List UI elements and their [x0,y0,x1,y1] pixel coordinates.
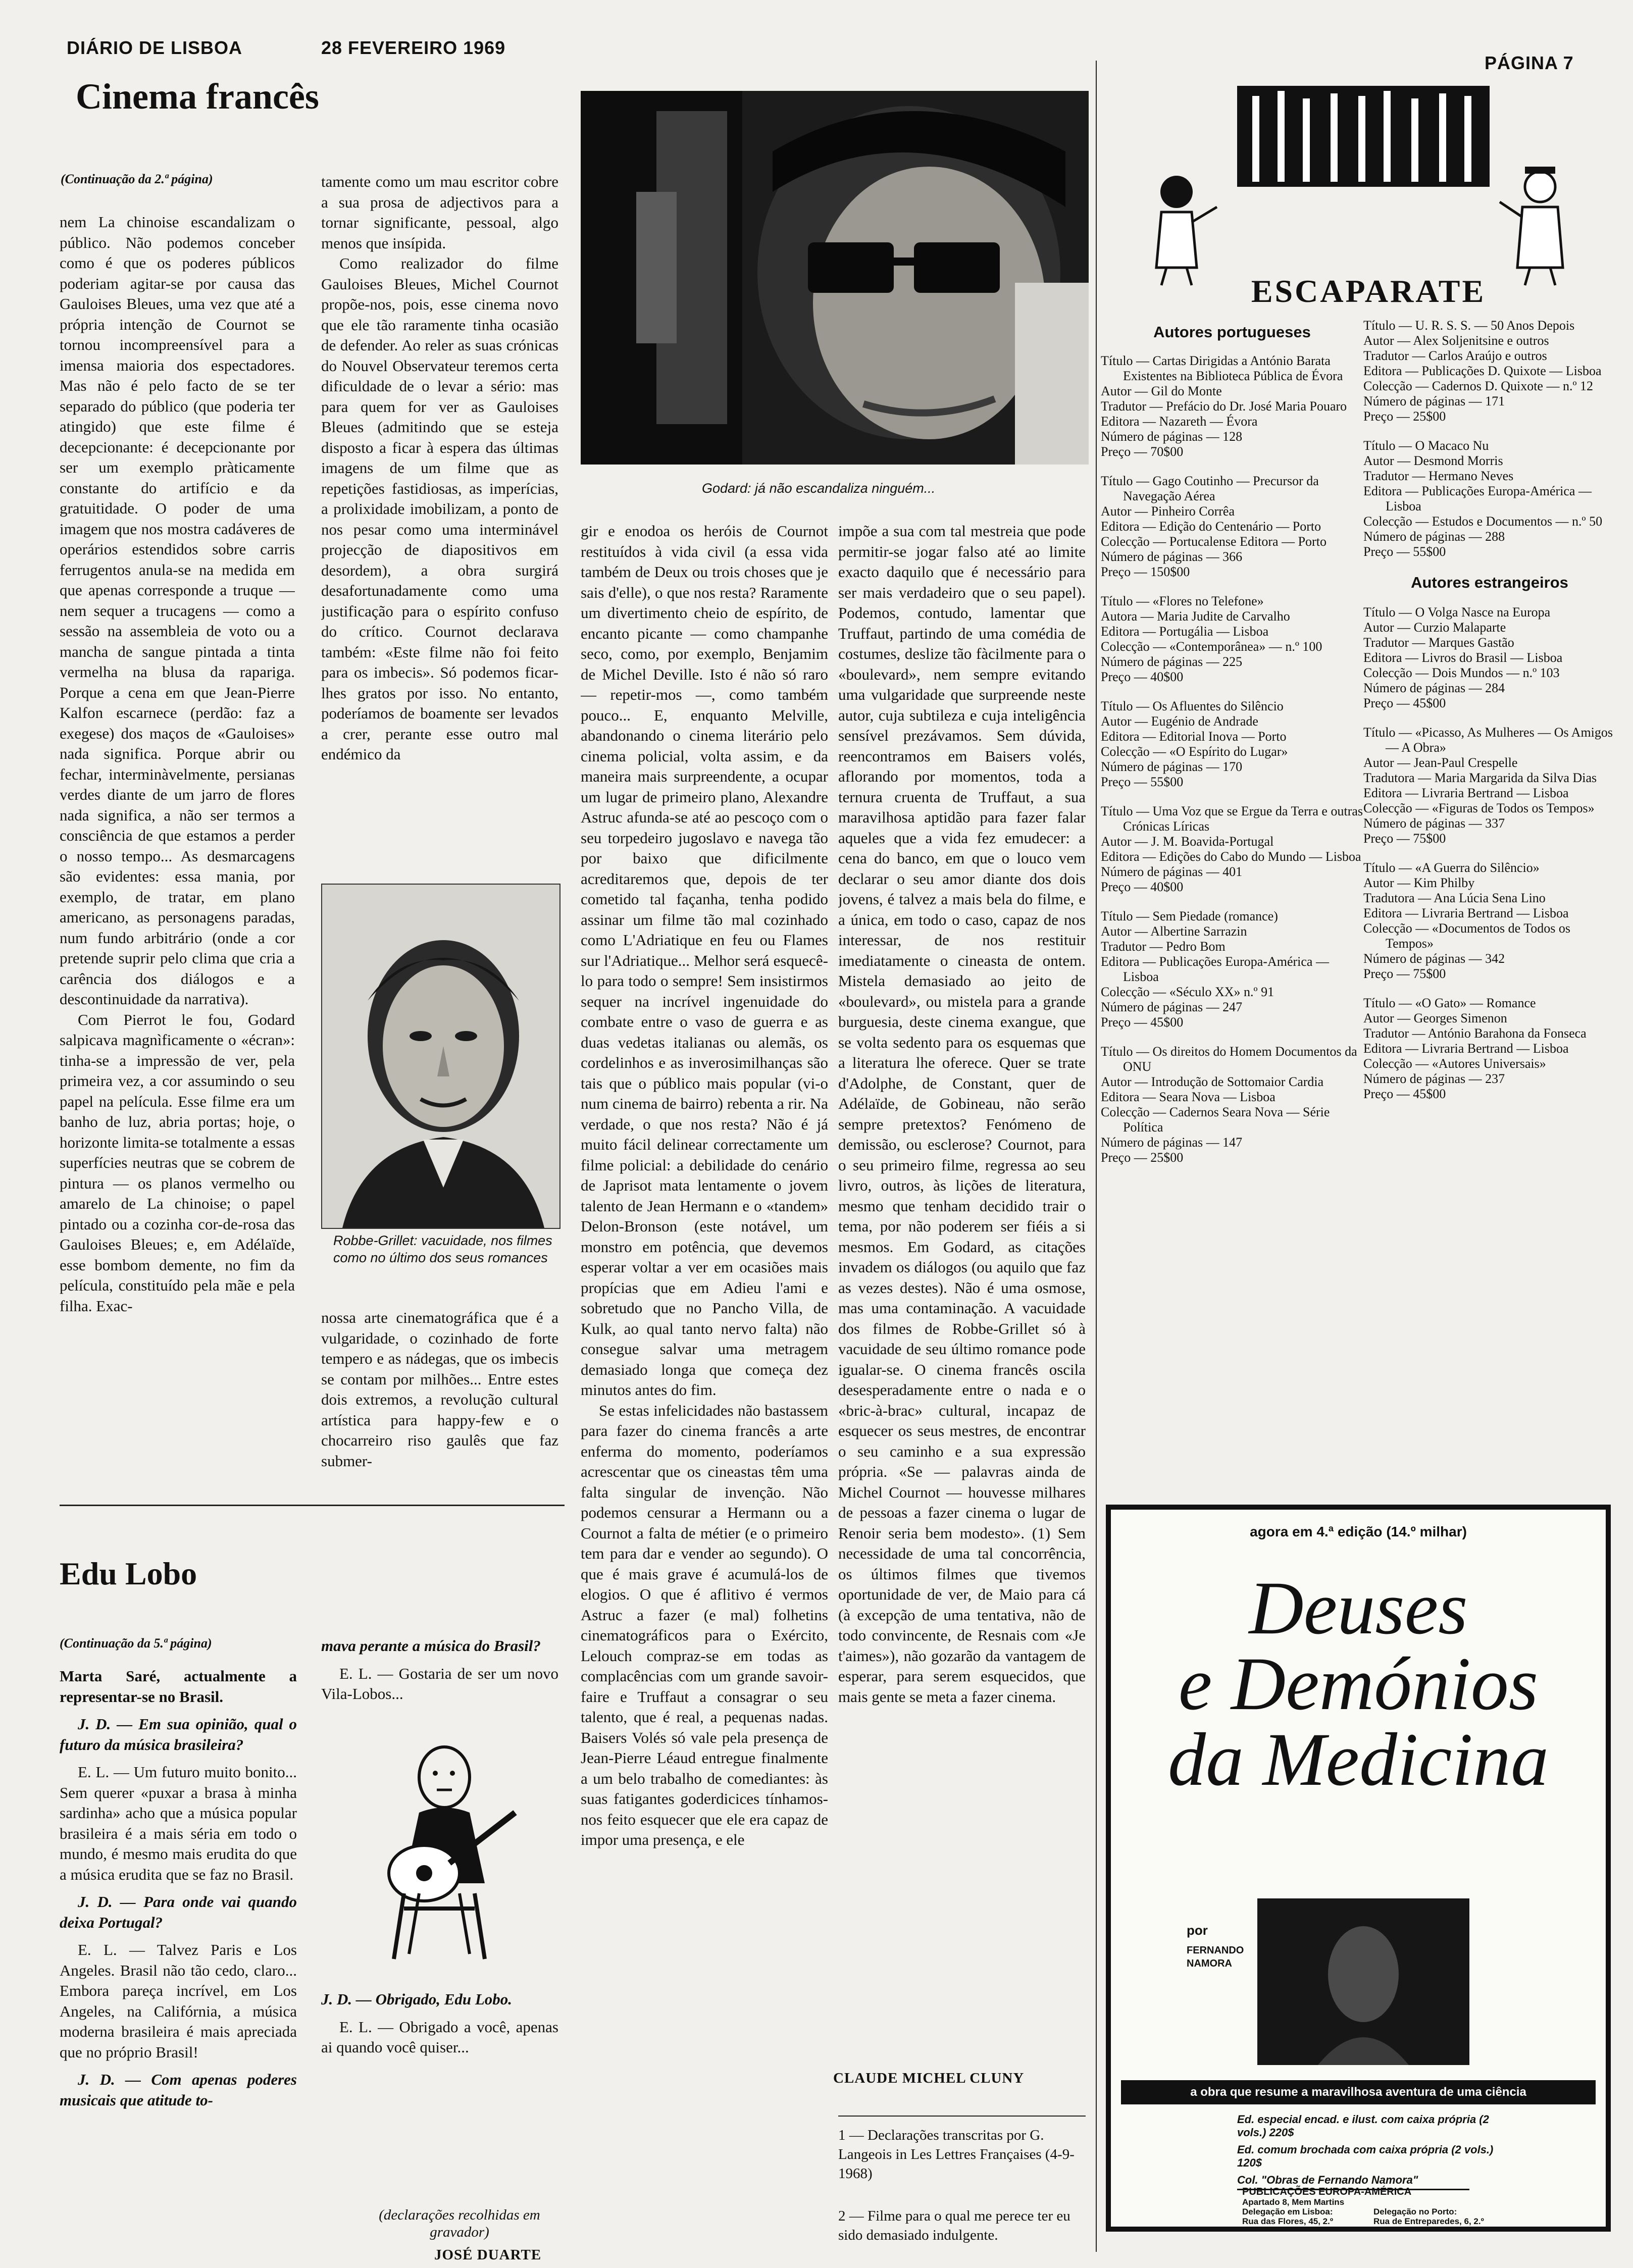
edu-column-2b [321,1989,558,2090]
book-line: Autor — Jean-Paul Crespelle [1363,755,1518,770]
book-line: Autor — Alex Soljenitsine e outros [1363,333,1549,348]
book-line: Tradutor — Marques Gastão [1363,635,1514,650]
cinema-paragraph: Com Pierrot le fou, Godard salpicava magnìficamente o «écran»: tinha-se a impressão de ver, pela primeira vez, a cor assumindo o seu papel na película. Esse filme era um banho de luz, abria portas; hoje, o horizonte limita-se totalmente a essas superfícies neutras que se cobrem de pintura — os planos vermelho ou amarelo de La chinoise; o papel pintado ou a cozinha cor-de-rosa das Gauloises Bleues; e, em Adélaïde, esse bombom demente, no fim da película, constituído pela mãe e pela filha. Exac- [60,1010,295,1315]
ad-tagline-bar [1121,2080,1596,2104]
book-line: Tradutor — Hermano Neves [1363,469,1514,483]
ad-address: Rua das Flores, 45, 2.º [1242,2217,1334,2226]
book-line: Preço — 70$00 [1101,444,1184,459]
figure-right-icon [1495,162,1580,288]
book-line: Preço — 25$00 [1363,409,1446,424]
cinema-column-1 [60,212,295,1494]
book-line: Autor — Albertine Sarrazin [1101,924,1247,939]
book-line: Número de páginas — 170 [1101,759,1243,774]
book-line: Colecção — «O Espírito do Lugar» [1101,744,1288,759]
book-line: Número de páginas — 337 [1363,816,1505,831]
interview-line: J. D. — Com apenas poderes musicais que atitude to- [60,2071,297,2109]
book-entry [1101,699,1363,790]
book-line: Autor — Introdução de Sottomaior Cardia [1101,1074,1324,1089]
book-line: Número de páginas — 401 [1101,864,1243,879]
cinema-paragraph: Se estas infelicidades não bastassem para fazer do cinema francês a arte enferma do momento, poderíamos acrescentar que os cineastas têm uma falta singular de invenção. Não podemos censurar a Hermann ou a Cournot a falta de métier (e o primeiro tem para dar e vender ao segundo). O que é mais grave é acumulá-los de elogios. O que é aflitivo é vermos Astruc a fazer (e mal) folhetins cinematográficos para o Exército, Lelouch compraz-se em todas as complacências com um grande savoir-faire e Truffaut a consagrar o seu talento, que é real, a pequenas nadas. Baisers Volés só vale pela presença de Jean-Pierre Léaud entregue finalmente a um belo trabalho de comediantes: às suas fatigantes goderdicices tínhamos-nos feito esquecer que ele era capaz de impor uma presença, e ele [581,1401,828,1848]
book-line: Colecção — «Figuras de Todos os Tempos» [1363,801,1595,815]
book-line: Editora — Publicações Europa-América — Lisboa [1363,484,1592,513]
book-line: Colecção — Estudos e Documentos — n.º 50 [1363,514,1603,529]
book-line: Título — Os Afluentes do Silêncio [1101,699,1284,713]
guitarist-drawing [348,1742,530,1969]
cinema-paragraph: nem La chinoise escandalizam o público. Não podemos conceber como é que os poderes públicos poderiam agitar-se por causa das Gauloises Bleues, uma vez que até a própria intenção de Cournot se tornou incompreensível para a imensa maioria dos espectadores. Mas não é pelo facto de se ter separado do público (que poderia ter atingido) que este filme é decepcionante: é decepcionante por ser um exemplo pràticamente constante do artifício e da gratuitidade. O poder de uma imagem que nos mostra cadáveres de operários estendidos sobre carris ferrugentos anula-se na medida em que apenas corresponde a truque — nem sequer a trucagens — como a sessão na assembleia de voto ou a mancha de sangue pintada a tinta vermelha na blusa da rapariga. Porque a cena em que Jean-Pierre Kalfon escarnece (perdão: faz a exegese) dos maços de «Gauloises» nada significa. Porque abrir ou fechar, interminàvelmente, persianas verdes diante de um jarro de flores nada significa, a não ser termos a consciência de que estamos a perder o nosso tempo... As desmarcagens são evidentes: essa mania, por exemplo, de tratar, em plano americano, as personagens paradas, num fundo arbitrário (onde a cor pretende suprir pelo clima que cria a carência dos diálogos e a descontinuidade da narrativa). [60,213,295,1008]
masthead-paper: DIÁRIO DE LISBOA [67,37,243,58]
escaparate-right-column [1363,318,1616,1116]
book-line: Editora — Livros do Brasil — Lisboa [1363,650,1563,665]
book-line: Título — «A Guerra do Silêncio» [1363,860,1540,875]
escaparate-left-column [1101,353,1363,1179]
ad-collection: Col. "Obras de Fernando Namora" [1237,2174,1418,2186]
ad-publisher: PUBLICAÇÕES EUROPA-AMÉRICA [1242,2186,1412,2197]
book-line: Título — U. R. S. S. — 50 Anos Depois [1363,318,1575,333]
godard-photo [581,91,1089,465]
section-heading-portuguese: Autores portugueses [1153,323,1311,341]
interview-line: J. D. — Em sua opinião, qual o futuro da música brasileira? [60,1715,297,1754]
book-line: Autor — Georges Simenon [1363,1011,1507,1025]
godard-caption: Godard: já não escandaliza ninguém... [702,481,936,496]
book-line: Colecção — «Documentos de Todos os Tempos» [1363,921,1571,951]
interview-line: E. L. — Um futuro muito bonito... Sem querer «puxar a brasa à minha sardinha» acho que a música popular brasileira é a mais séria em todo o mundo, é mesmo mais erudita do que a música erudita que se faz no Brasil. [60,1763,297,1883]
book-entry [1101,804,1363,895]
book-line: Preço — 45$00 [1363,1087,1446,1101]
cinema-paragraph: Como realizador do filme Gauloises Bleues, Michel Cournot propõe-nos, pois, esse cinema novo que ele tão raramente tinha ocasião de defender. Ao reler as suas crónicas do Nouvel Observateur teremos certa dificuldade de o levar a sério: mas para quem for ver as Gauloises Bleues (admitindo que se esteja disposto a ficar à espera das últimas imagens de um filme que as repetições fastidiosas, as imperícias, a prolixidade imobilizam, a ponto de nos pesar como uma interminável projecção de diapositivos em desordem), a obra surgirá desafortunadamente como uma justificação para o espírito confuso do crítico. Cournot declarava também: «Este filme não foi feito para os imbecis». Só podemos ficar-lhes gratos por isso. No entanto, poderíamos de boamente ser levados a crer, perante esse outro mal endémico da [321,254,558,763]
book-line: Número de páginas — 342 [1363,951,1505,966]
footnote: 2 — Filme para o qual me perece ter eu sido demasiado indulgente. [838,2208,1070,2243]
interview-line: E. L. — Talvez Paris e Los Angeles. Brasil não tão cedo, claro... Embora pareça incrível, em Los Angeles, na Califórnia, a música moderna brasileira é mais apreciada que no próprio Brasil! [60,1941,297,2061]
book-line: Editora — Livraria Bertrand — Lisboa [1363,786,1569,800]
cinema-column-3 [581,521,828,2268]
book-line: Autor — Gil do Monte [1101,384,1222,398]
book-line: Preço — 45$00 [1363,696,1446,710]
book-line: Número de páginas — 225 [1101,654,1243,669]
book-line: Colecção — «Contemporânea» — n.º 100 [1101,639,1322,654]
figure-left-illustration [1136,167,1222,288]
interview-line: Marta Saré, actualmente a representar-se no Brasil. [60,1667,297,1706]
edu-note: (declarações recolhidas em gravador) [379,2207,540,2240]
book-entry [1101,594,1363,685]
book-entry [1101,1044,1363,1165]
book-line: Editora — Seara Nova — Lisboa [1101,1090,1275,1104]
ad-address: Apartado 8, Mem Martins [1242,2197,1345,2207]
book-line: Preço — 40$00 [1101,880,1184,894]
cinema-paragraph: gir e enodoa os heróis de Cournot restituídos à vida civil (a essa vida também de Deux ou trois choses que je sais d'elle), o que nos resta? Raramente um divertimento cheio de espírito, de encanto picante — como champanhe seco, como, por exemplo, Benjamim de Michel Deville. Isto é não só raro — repetir-mos —, como também pouco... E, enquanto Melville, abandonando o cinema literário pelo cinema policial, volta assim, e da maneira mais surpreendente, a ocupar um lugar de primeiro plano, Alexandre Astruc afunda-se até ao pescoço com o seu torpedeiro jugoslavo e navega tão por baixo que dificilmente acreditaremos que, depois de ter cometido tal façanha, tenha podido assinar um filme tão mal cozinhado como L'Adriatique en feu ou Flames sur l'Adriatique... Melhor será esquecê-lo para todo o sempre! Sem insistirmos sequer na incrível ingenuidade do combate entre o vaso de guerra e as duas vedetas italianas ou alemãs, os cordelinhos e as inverosimilhanças são tais que o público mais popular (vi-o num cinema de bairro) rebenta a rir. Na verdade, o que nos resta? Não é já muito fácil delinear correctamente um filme policial: a debilidade do cenário de Japrisot mata lentamente o jovem talento de Jean Hermann e o «tandem» Delon-Bronson (este notável, um monstro em potência, que devemos esperar voltar a ver em ocasiões mais propícias que em Adieu l'ami e sobretudo que no Pancho Villa, de Kulk, ao qual tanto nervo falta) não consegue salvar uma metragem demasiado longa que começa dez minutos antes do fim. [581,522,828,1399]
book-line: Editora — Portugália — Lisboa [1101,624,1269,639]
figure-right-illustration [1495,162,1580,288]
masthead-date: 28 FEVEREIRO 1969 [321,37,506,58]
book-entry [1101,909,1363,1030]
book-line: Título — Cartas Dirigidas a António Barata Existentes na Biblioteca Pública de Évora [1101,353,1343,383]
book-line: Número de páginas — 237 [1363,1071,1505,1086]
interview-line: J. D. — Para onde vai quando deixa Portugal? [60,1893,297,1931]
edu-signature: JOSÉ DUARTE [434,2247,542,2263]
ad-tagline: a obra que resume a maravilhosa aventura de uma ciência [1190,2085,1526,2099]
book-line: Tradutor — António Barahona da Fonseca [1363,1026,1587,1041]
edu-continuation: (Continuação da 5.ª página) [60,1636,212,1651]
robbe-grillet-caption: Robbe-Grillet: vacuidade, nos filmes como no último dos seus romances [333,1233,552,1265]
book-line: Tradutor — Pedro Bom [1101,939,1226,954]
book-line: Preço — 40$00 [1101,669,1184,684]
cinema-column-2b [321,1308,558,1494]
book-entry [1101,474,1363,580]
ad-address: Delegação no Porto: [1373,2207,1457,2217]
masthead-page: PÁGINA 7 [1485,53,1574,73]
book-line: Autor — Kim Philby [1363,875,1475,890]
book-line: Colecção — Cadernos Seara Nova — Série Política [1101,1105,1330,1135]
edu-headline: Edu Lobo [60,1556,197,1591]
book-line: Tradutora — Ana Lúcia Sena Lino [1363,891,1546,905]
interview-line: mava perante a música do Brasil? [321,1637,541,1655]
section-heading-foreign: Autores estrangeiros [1411,574,1568,591]
godard-image [581,91,1089,465]
book-line: Preço — 75$00 [1363,831,1446,846]
guitarist-illustration [348,1742,530,1969]
interview-line: E. L. — Obrigado a você, apenas ai quando você quiser... [321,2018,558,2056]
interview-line: E. L. — Gostaria de ser um novo Vila-Lobos... [321,1664,558,1703]
cinema-headline: Cinema francês [76,76,319,117]
ad-title-line: Deuses [1249,1566,1468,1650]
book-entry [1363,860,1616,982]
book-line: Autor — Eugénio de Andrade [1101,714,1258,729]
book-line: Autora — Maria Judite de Carvalho [1101,609,1290,624]
footnote: 1 — Declarações transcritas por G. Langeois in Les Lettres Françaises (4-9-1968) [838,2127,1075,2182]
book-line: Editora — Edições do Cabo do Mundo — Lisboa [1101,849,1361,864]
ad-title-line: da Medicina [1168,1718,1549,1801]
book-line: Título — O Volga Nasce na Europa [1363,605,1551,620]
ad-edition-common: Ed. comum brochada com caixa própria (2 vols.) 120$ [1237,2143,1494,2169]
book-line: Autor — J. M. Boavida-Portugal [1101,834,1274,849]
book-line: Preço — 45$00 [1101,1015,1184,1029]
book-line: Editora — Nazareth — Évora [1101,414,1258,429]
book-line: Editora — Publicações Europa-América — Lisboa [1101,954,1329,984]
cinema-paragraph: tamente como um mau escritor cobre a sua prosa de adjectivos para a tornar significante, pessoal, algo menos que insípida. [321,173,558,252]
portrait-image [322,885,559,1228]
book-entry [1363,438,1616,559]
book-line: Título — O Macaco Nu [1363,438,1489,453]
book-line: Tradutora — Maria Margarida da Silva Dias [1363,770,1597,785]
book-entry [1363,605,1616,711]
edu-column-1 [60,1666,297,2257]
book-line: Título — «Flores no Telefone» [1101,594,1264,608]
cover-figure [1257,1898,1469,2065]
ad-cover-image [1257,1898,1469,2065]
book-line: Editora — Livraria Bertrand — Lisboa [1363,906,1569,920]
book-line: Número de páginas — 366 [1101,549,1243,564]
cinema-paragraph: nossa arte cinematográfica que é a vulgaridade, o cozinhado de forte tempero e as nádegas, que os imbecis se contam por milhões... Entre estes dois extremos, a revolução cultural artística para happy-few e o chocarreiro riso gaulês que faz submer- [321,1309,558,1470]
book-line: Título — Os direitos do Homem Documentos da ONU [1101,1044,1357,1074]
book-line: Autor — Desmond Morris [1363,453,1503,468]
ad-author: FERNANDO NAMORA [1187,1945,1244,1969]
cinema-signature: CLAUDE MICHEL CLUNY [833,2070,1025,2086]
book-line: Autor — Curzio Malaparte [1363,620,1506,635]
book-line: Número de páginas — 288 [1363,529,1505,544]
book-line: Tradutor — Prefácio do Dr. José Maria Pouaro [1101,399,1347,414]
ad-title-line: e Demónios [1178,1642,1539,1726]
book-line: Preço — 75$00 [1363,966,1446,981]
book-line: Tradutor — Carlos Araújo e outros [1363,348,1547,363]
book-entry [1363,996,1616,1102]
divider [60,1505,565,1506]
divider [838,2116,1086,2117]
cinema-continuation: (Continuação da 2.ª página) [61,172,213,186]
book-line: Preço — 55$00 [1101,775,1184,789]
cinema-paragraph: impõe a sua com tal mestreia que pode permitir-se jogar falso até ao limite exacto daquilo que é necessário para ser mais verdadeiro que o seu papel). Podemos, contudo, lamentar que Truffaut, partindo de uma comédia de costumes, deslize tão fàcilmente para o «boulevard», nem sempre evitando uma vulgaridade que surpreende neste autor, cuja subtileza e cuja inteligência sensível prezávamos. Sem dúvida, reencontramos em Baisers volés, aflorando por momentos, toda a ternura cruenta de Truffaut, a sua maravilhosa aptidão para fazer falar aqueles que a vida fez emudecer: a cena do banco, em que o louco vem declarar o seu amor diante dos dois jovens, é talvez a mais bela do filme, e a única, em todo o caso, capaz de nos interessar, de nos restituir imediatamente o cineasta de ontem. Mistela demasiado ao jeito de «boulevard», ou mistela para a grande burguesia, deste cinema exangue, que se volta sedento para os esquemas que a literatura lhe oferece. Quer se trate d'Adolphe, de Constant, quer de Adélaïde, de Gobineau, não serão sempre pretextos? Fenómeno de demissão, ou esclerose? Cournot, para o seu primeiro filme, regressa ao seu livro, outros, às lições de literatura, mesmo que tenham decidido trair o tema, por não poderem ser fiéis a si mesmos. Em Godard, as citações invadem os diálogos (ou aquilo que faz as vezes destes). Não é uma osmose, mas uma contaminação. A vacuidade dos filmes de Robbe-Grillet só à vacuidade de seu último romance pode igualar-se. O cinema francês oscila desesperadamente entre o nada e o «bric-à-brac» cultural, incapaz de esquecer os seus mestres, de encontrar o seu caminho e a sua expressão própria. «Se — palavras ainda de Michel Cournot — houvesse milhares de pessoas a fazer cinema o lugar de Renoir seria bem modesto». (1) Sem necessidade de uma tal concorrência, os últimos filmes que tivemos oportunidade de ver, de Maio para cá (à excepção de uma tentativa, não de todo convincente, de Resnais com «Je t'aimes»), não gozarão da vantagem de esperar, para serem esquecidos, que mais gente se meta a fazer cinema. [838,522,1086,1706]
book-line: Número de páginas — 171 [1363,394,1505,408]
cinema-column-4 [838,521,1086,2056]
book-line: Número de páginas — 284 [1363,681,1505,695]
book-line: Preço — 150$00 [1101,564,1190,579]
escaparate-title: ESCAPARATE [1251,273,1486,309]
book-line: Colecção — «Século XX» n.º 91 [1101,985,1274,999]
robbe-grillet-photo [321,884,560,1229]
book-line: Editora — Edição do Centenário — Porto [1101,519,1321,534]
book-entry [1101,353,1363,459]
book-line: Editora — Livraria Bertrand — Lisboa [1363,1041,1569,1056]
divider [1096,61,1097,2252]
book-entry [1363,318,1616,424]
ad-address: Delegação em Lisboa: [1242,2207,1333,2217]
book-line: Colecção — Portucalense Editora — Porto [1101,534,1326,549]
bookshelf-image [1222,76,1505,227]
book-line: Preço — 25$00 [1101,1150,1184,1165]
book-line: Título — «O Gato» — Romance [1363,996,1536,1010]
book-line: Editora — Publicações D. Quixote — Lisboa [1363,364,1602,378]
book-line: Número de páginas — 128 [1101,429,1243,444]
book-advertisement [1106,1505,1611,2232]
book-line: Colecção — «Autores Universais» [1363,1056,1546,1071]
ad-address: Rua de Entreparedes, 6, 2.º [1373,2217,1484,2226]
book-line: Título — Uma Voz que se Ergue da Terra e outras Crónicas Líricas [1101,804,1363,834]
cinema-column-2 [321,172,558,884]
book-line: Autor — Pinheiro Corrêa [1101,504,1235,519]
book-line: Colecção — Cadernos D. Quixote — n.º 12 [1363,379,1594,393]
book-entry [1363,725,1616,846]
book-line: Título — Sem Piedade (romance) [1101,909,1278,923]
ad-by: por [1187,1923,1208,1938]
figure-left-icon [1136,167,1222,288]
book-line: Preço — 55$00 [1363,544,1446,559]
bookshelf-illustration [1222,76,1505,227]
interview-line: J. D. — Obrigado, Edu Lobo. [321,1990,513,2008]
book-line: Número de páginas — 147 [1101,1135,1243,1150]
ad-edition-special: Ed. especial encad. e ilust. com caixa própria (2 vols.) 220$ [1237,2113,1489,2139]
book-line: Título — «Picasso, As Mulheres — Os Amigos — A Obra» [1363,725,1613,755]
book-line: Editora — Editorial Inova — Porto [1101,729,1287,744]
edu-column-2a [321,1636,558,1737]
book-line: Título — Gago Coutinho — Precursor da Navegação Aérea [1101,474,1319,503]
ad-edition: agora em 4.ª edição (14.º milhar) [1250,1524,1467,1539]
book-line: Colecção — Dois Mundos — n.º 103 [1363,665,1560,680]
book-line: Número de páginas — 247 [1101,1000,1243,1014]
